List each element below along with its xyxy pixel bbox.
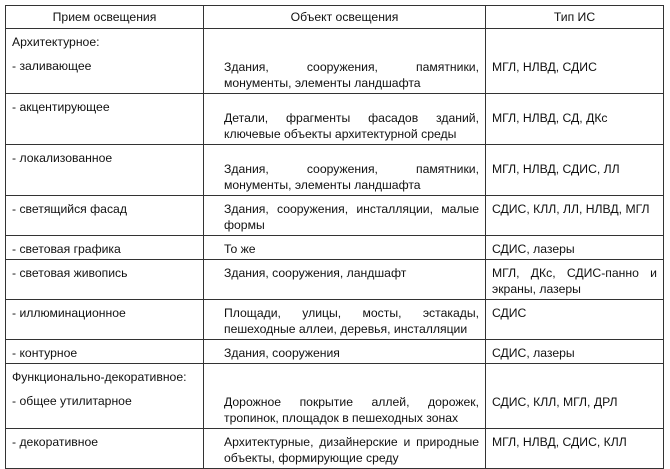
technique-cell: - декоративное — [6, 429, 204, 469]
source-type-cell: МГЛ, ДКс, СДИС-панно и экраны, лазеры — [486, 260, 664, 300]
lighting-table-document — [5, 5, 664, 469]
technique-cell: - иллюминационное — [6, 300, 204, 340]
technique-cell: - контурное — [6, 340, 204, 364]
object-cell: То же — [204, 236, 486, 260]
object-cell: Детали, фрагменты фасадов зданий, ключевые объекты архитектурной среды — [204, 94, 486, 145]
technique-cell — [6, 29, 204, 94]
object-cell: Здания, сооружения, памятники, монументы, элементы ландшафта — [204, 145, 486, 196]
technique-cell: - акцентирующее — [6, 94, 204, 145]
table-row — [6, 300, 664, 340]
group-heading-architectural: Архитектурное: — [12, 35, 100, 49]
technique-label: - заливающее — [12, 59, 92, 73]
source-type-cell: СДИС, КЛЛ, МГЛ, ДРЛ — [486, 364, 664, 429]
table-row — [6, 236, 664, 260]
source-type-cell: МГЛ, НЛВД, СДИС, ЛЛ — [486, 145, 664, 196]
table-row — [6, 364, 664, 429]
technique-cell: - световая графика — [6, 236, 204, 260]
object-cell: Архитектурные, дизайнерские и природные объекты, формирующие среду — [204, 429, 486, 469]
technique-cell: - локализованное — [6, 145, 204, 196]
lighting-table — [5, 5, 664, 469]
header-source-type: Тип ИС — [486, 6, 664, 29]
object-cell: Дорожное покрытие аллей, дорожек, тропинок, площадок в пешеходных зонах — [204, 364, 486, 429]
object-cell: Здания, сооружения, инсталляции, малые формы — [204, 196, 486, 236]
technique-cell: - световая живопись — [6, 260, 204, 300]
source-type-cell: СДИС, лазеры — [486, 340, 664, 364]
technique-cell: - светящийся фасад — [6, 196, 204, 236]
table-row — [6, 340, 664, 364]
source-type-cell: МГЛ, НЛВД, СДИС, КЛЛ — [486, 429, 664, 469]
object-cell: Здания, сооружения, ландшафт — [204, 260, 486, 300]
header-object: Объект освещения — [204, 6, 486, 29]
table-row — [6, 145, 664, 196]
technique-label: - общее утилитарное — [12, 394, 132, 408]
header-technique: Прием освещения — [6, 6, 204, 29]
object-cell: Здания, сооружения — [204, 340, 486, 364]
table-row — [6, 260, 664, 300]
table-row — [6, 196, 664, 236]
source-type-cell: СДИС, КЛЛ, ЛЛ, НЛВД, МГЛ — [486, 196, 664, 236]
group-heading-functional: Функционально-декоративное: — [12, 370, 187, 384]
source-type-cell: СДИС, лазеры — [486, 236, 664, 260]
table-row — [6, 429, 664, 469]
object-cell: Площади, улицы, мосты, эстакады, пешеходные аллеи, деревья, инсталляции — [204, 300, 486, 340]
technique-cell — [6, 364, 204, 429]
source-type-cell: СДИС — [486, 300, 664, 340]
source-type-cell: МГЛ, НЛВД, СДИС — [486, 29, 664, 94]
table-row — [6, 94, 664, 145]
object-cell: Здания, сооружения, памятники, монументы, элементы ландшафта — [204, 29, 486, 94]
table-row — [6, 29, 664, 94]
source-type-cell: МГЛ, НЛВД, СД, ДКс — [486, 94, 664, 145]
table-header-row — [6, 6, 664, 29]
